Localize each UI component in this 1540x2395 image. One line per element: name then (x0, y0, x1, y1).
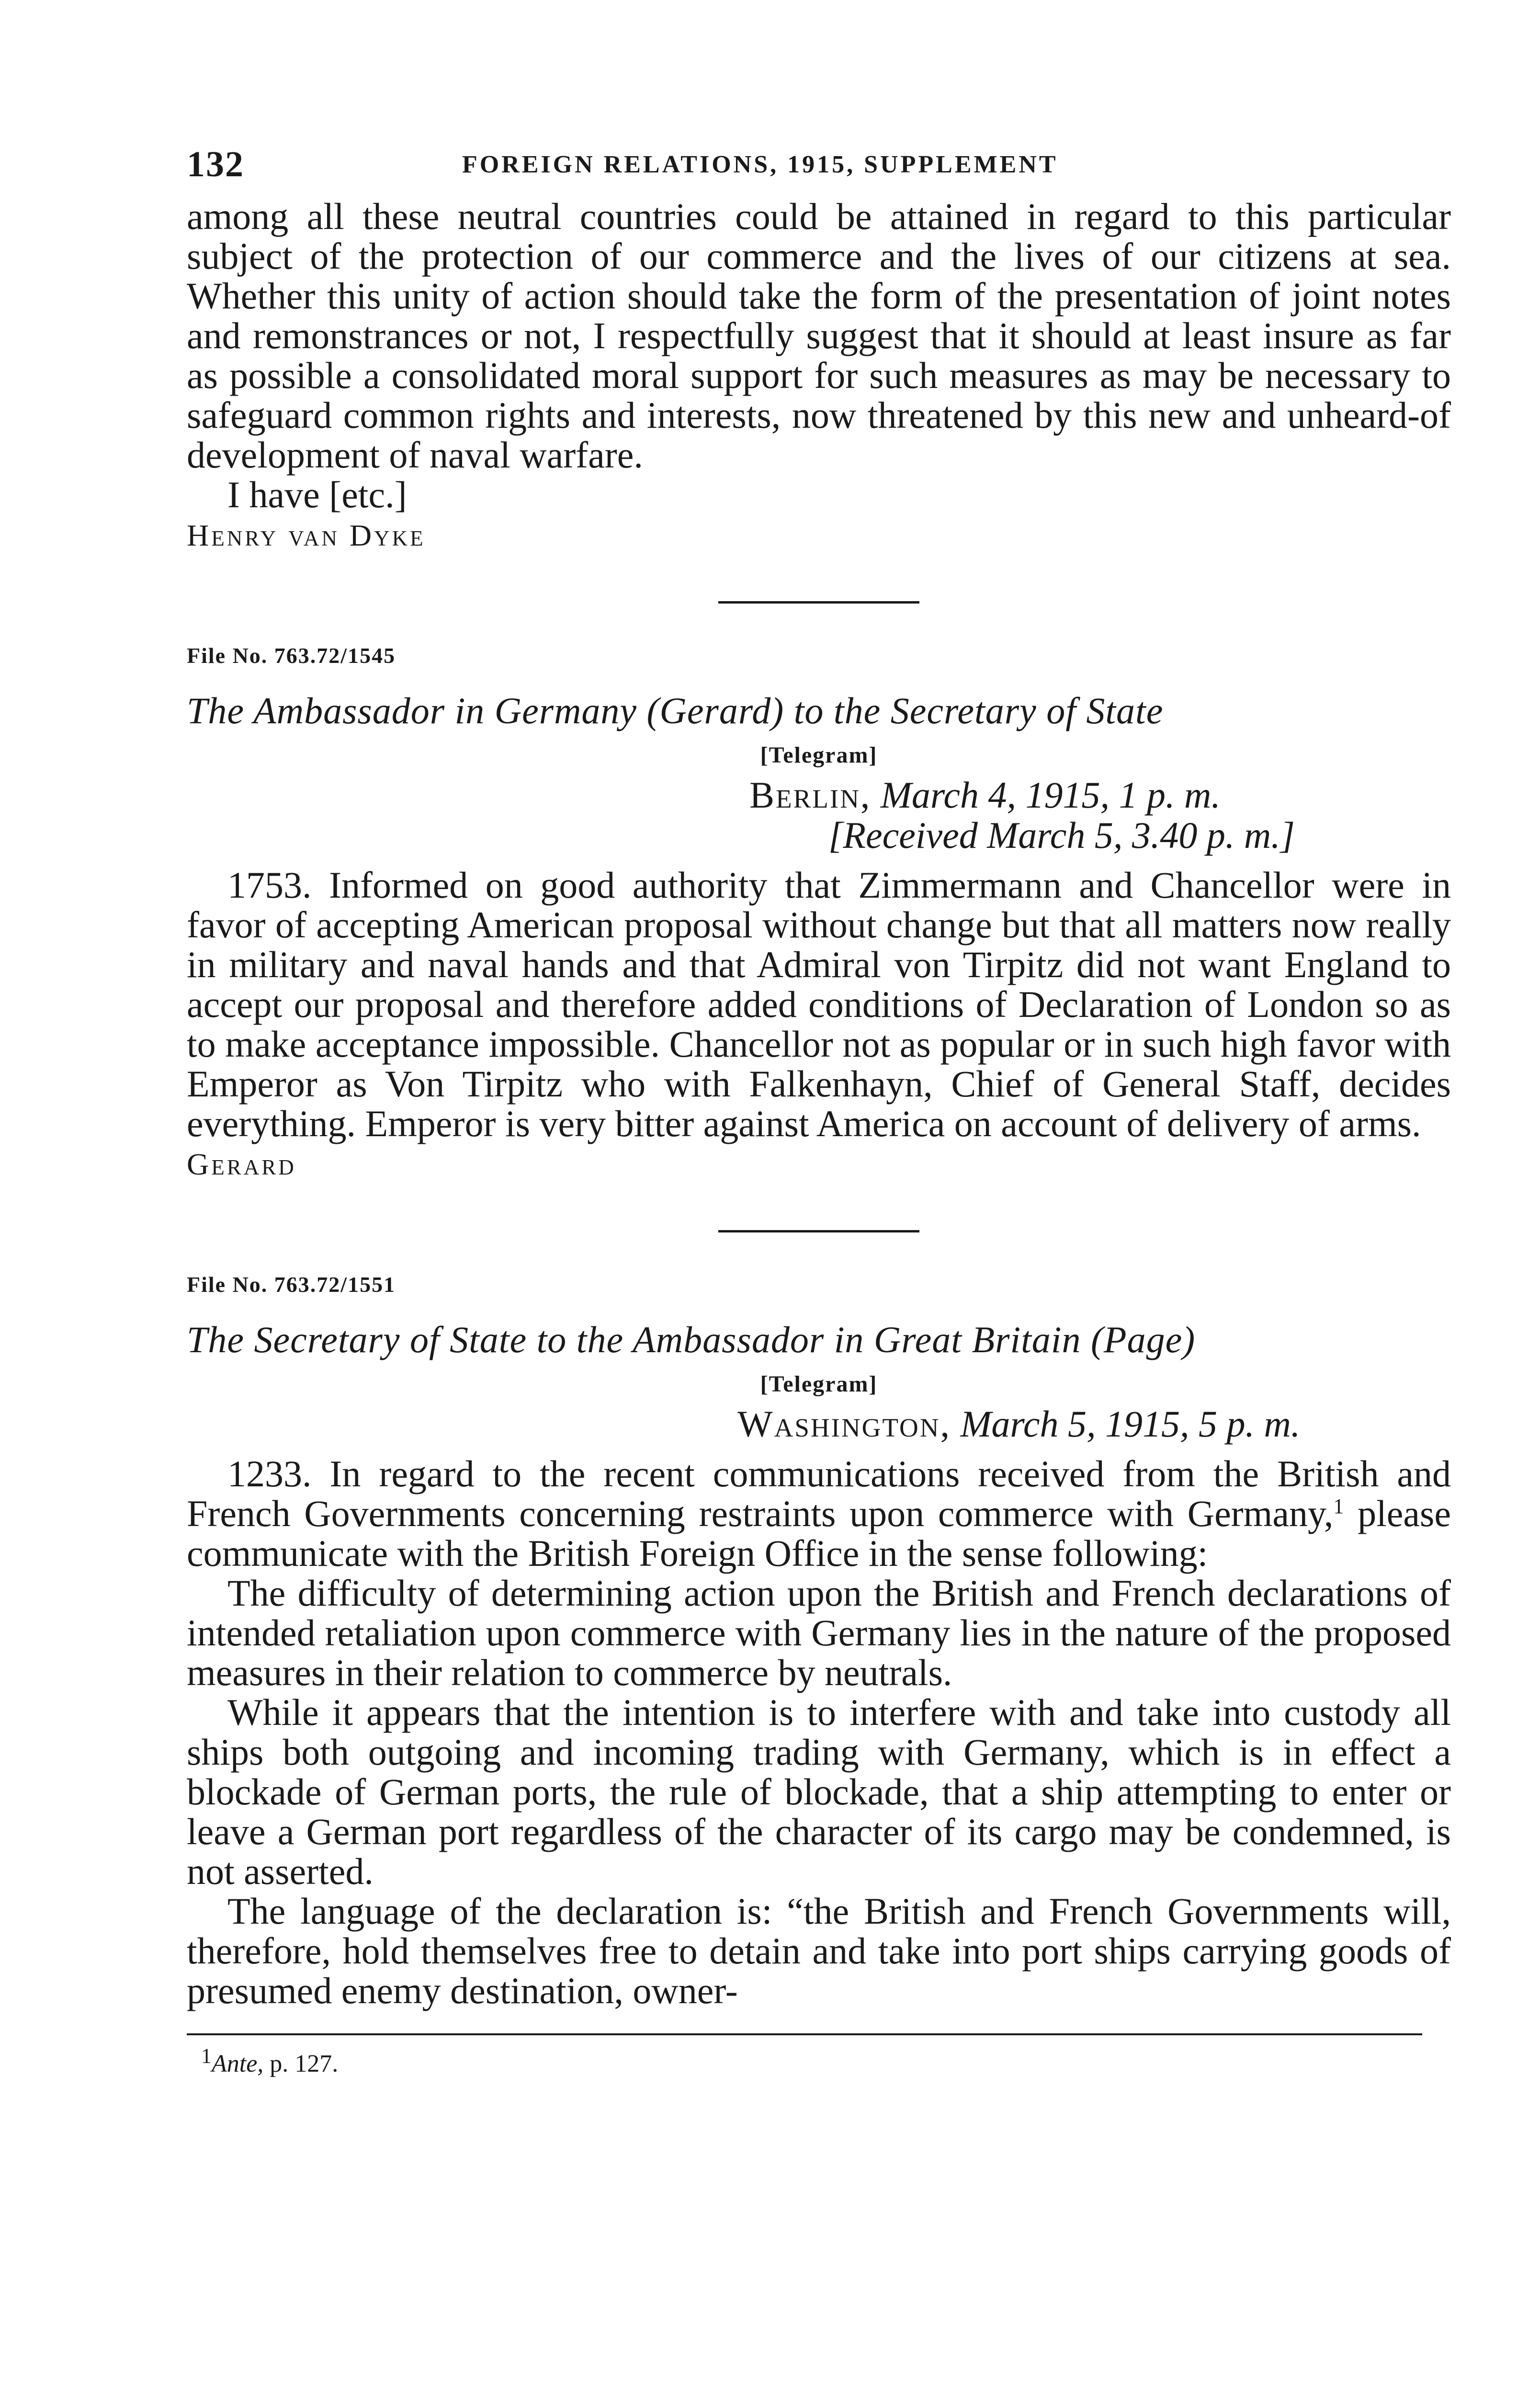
footnote-marker: 1 (201, 2044, 212, 2068)
file-number: File No. 763.72/1545 (187, 643, 396, 668)
dateline (187, 1404, 1451, 1444)
signature-van-dyke: Henry van Dyke (187, 518, 426, 552)
footnote-ref: p. 127. (263, 2050, 339, 2077)
telegram-paragraph: While it appears that the intention is to interfere with and take into custody all ships both outgoing and incoming trading with Germany, which is in effect a blockade of German ports, the rule of blockade, that a ship attempting to enter or leave a German port regardless of the character of its cargo may be condemned, is not asserted. (187, 1691, 1451, 1892)
telegram-paragraph (187, 1454, 1451, 1573)
footnote (187, 2044, 1451, 2078)
continuation-paragraph: among all these neutral countries could be attained in regard to this particular subject of the protection of our commerce and the lives of our citizens at sea. Whether this unity of action should take the form of the presentation of joint notes and remonstrances or not, I respectfully suggest that it should at least insure as far as possible a consolidated moral support for such measures as may be necessary to safeguard common rights and interests, now threatened by this new and unheard-of development of naval warfare. (187, 195, 1451, 476)
telegram-paragraph: The language of the declaration is: “the British and French Governments will, therefore, hold themselves free to detain and take into port ships carrying goods of presumed enemy destination, owner- (187, 1890, 1451, 2011)
document-title: The Ambassador in Germany (Gerard) to the Secretary of State (187, 690, 1164, 731)
dateline-date: March 5, 1915, 5 p. m. (960, 1403, 1301, 1445)
footnote-ante: Ante, (212, 2050, 264, 2077)
telegram-body: 1753. Informed on good authority that Zimmermann and Chancellor were in favor of accepting American proposal without change but that all matters now really in military and naval hands and that Admiral von Tirpitz did not want England to accept our proposal and therefore added conditions of Declaration of London so as to make acceptance impossible. Chancellor not as popular or in such high favor with Emperor as Von Tirpitz who with Falkenhayn, Chief of General Staff, decides everything. Emperor is very bitter against America on account of delivery of arms. (187, 864, 1451, 1144)
paragraph-text: 1233. In regard to the recent communications received from the British and French Governments concerning restraints upon commerce with Germany, (187, 1453, 1451, 1534)
dateline (187, 775, 1451, 815)
signature-gerard: Gerard (187, 1147, 296, 1181)
section-divider (718, 601, 919, 604)
page (187, 144, 1451, 2078)
telegram-label: [Telegram] (760, 1371, 878, 1397)
telegram-label: [Telegram] (760, 742, 878, 768)
document-title: The Secretary of State to the Ambassador in Great Britain (Page) (187, 1319, 1196, 1360)
received-line: [Received March 5, 3.40 p. m.] (828, 814, 1295, 856)
dateline-place: Washington, (737, 1403, 951, 1445)
paragraph-text: please communicate with the British Foreign Office in the sense following: (187, 1493, 1451, 1574)
footnote-divider (187, 2033, 1422, 2035)
running-head (187, 144, 1451, 196)
running-title: FOREIGN RELATIONS, 1915, SUPPLEMENT (462, 151, 1058, 178)
closing-line: I have [etc.] (227, 474, 407, 515)
file-number: File No. 763.72/1551 (187, 1272, 396, 1297)
dateline-date: March 4, 1915, 1 p. m. (880, 774, 1221, 816)
page-number: 132 (187, 144, 244, 184)
telegram-paragraph: The difficulty of determining action upon the British and French declarations of intended retaliation upon commerce with Germany lies in the nature of the proposed measures in their relation to commerce by neutrals. (187, 1572, 1451, 1693)
dateline-place: Berlin, (749, 774, 872, 816)
section-divider (718, 1230, 919, 1232)
footnote-reference: 1 (1333, 1494, 1344, 1518)
